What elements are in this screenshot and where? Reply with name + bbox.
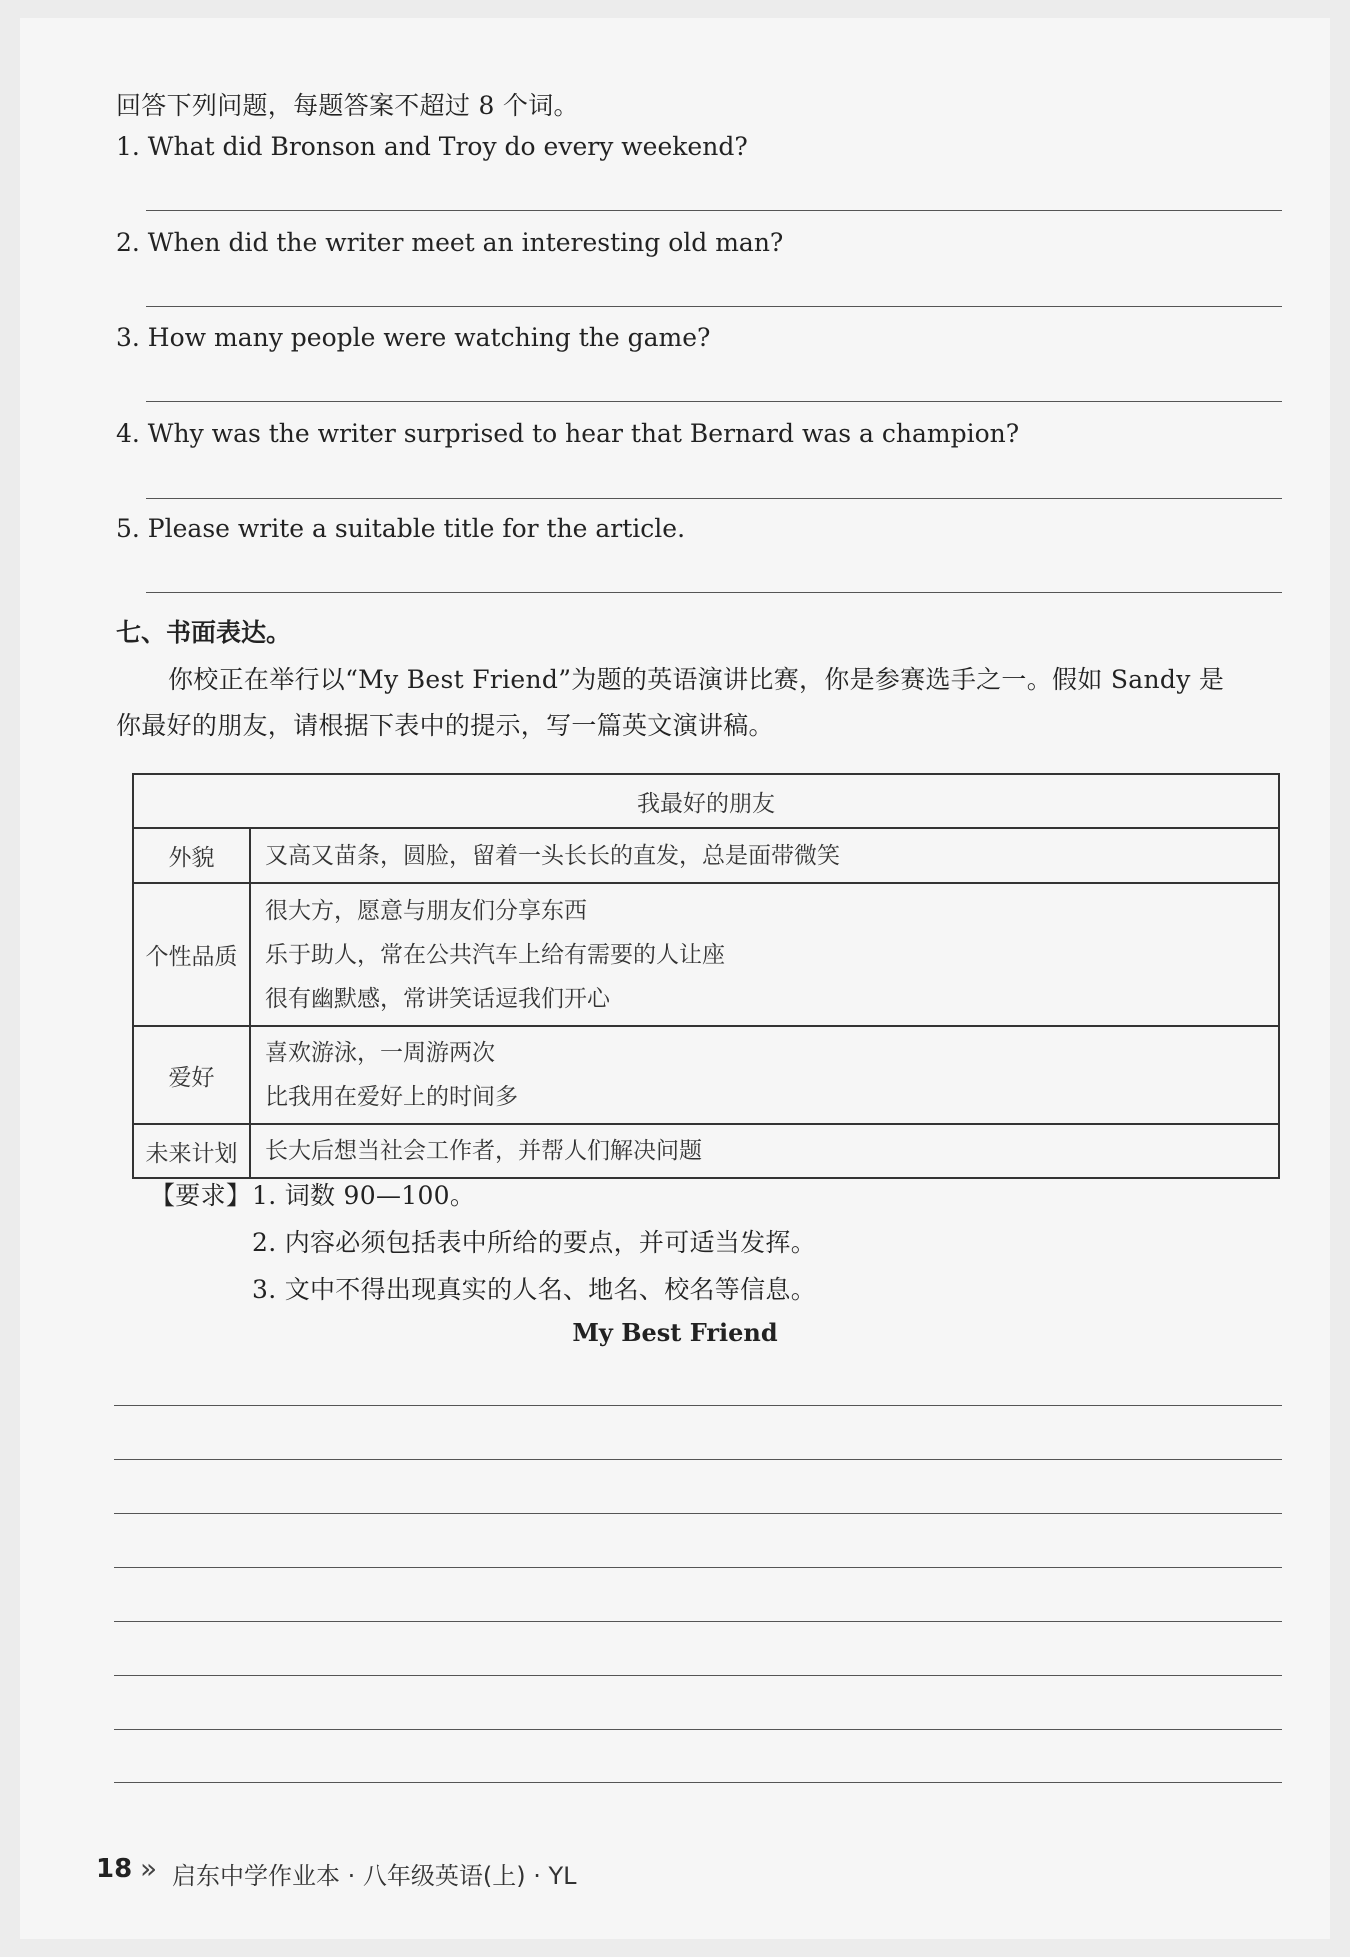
question-2: 2. When did the writer meet an interesting old man? [116, 228, 784, 257]
content-line: 又高又苗条，圆脸，留着一头长长的直发，总是面带微笑 [265, 842, 840, 869]
question-5: 5. Please write a suitable title for the article. [116, 514, 686, 543]
essay-title: My Best Friend [572, 1318, 778, 1347]
writing-line[interactable] [114, 1405, 1282, 1406]
content-line: 长大后想当社会工作者，并帮人们解决问题 [265, 1138, 702, 1164]
answer-line-2[interactable] [146, 306, 1282, 307]
row-label-future-plan: 未来计划 [133, 1124, 250, 1178]
content-line: 喜欢游泳，一周游两次 [265, 1040, 495, 1066]
table-row [133, 883, 1279, 1026]
writing-line[interactable] [114, 1459, 1282, 1460]
question-4: 4. Why was the writer surprised to hear that Bernard was a champion? [116, 419, 1020, 448]
content-line: 乐于助人，常在公共汽车上给有需要的人让座 [265, 941, 725, 968]
content-line: 比我用在爱好上的时间多 [265, 1084, 518, 1110]
answer-line-3[interactable] [146, 401, 1282, 402]
answer-line-4[interactable] [146, 498, 1282, 499]
table-title: 我最好的朋友 [133, 774, 1279, 828]
question-3: 3. How many people were watching the game? [116, 323, 711, 352]
section7-prompt-line1: 你校正在举行以“My Best Friend”为题的英语演讲比赛，你是参赛选手之一。假如 Sandy 是 [168, 665, 1225, 694]
row-content-appearance [250, 828, 1279, 883]
double-chevron-icon: » [140, 1852, 158, 1885]
answer-line-5[interactable] [146, 592, 1282, 593]
requirement-3: 3. 文中不得出现真实的人名、地名、校名等信息。 [252, 1275, 817, 1304]
section7-heading: 七、书面表达。 [116, 618, 292, 647]
table-row [133, 1124, 1279, 1178]
requirement-1: 1. 词数 90—100。 [252, 1181, 476, 1210]
requirement-2: 2. 内容必须包括表中所给的要点，并可适当发挥。 [252, 1228, 817, 1257]
table-row [133, 828, 1279, 883]
row-content-personality [250, 883, 1279, 1026]
writing-line[interactable] [114, 1675, 1282, 1676]
worksheet-page [20, 18, 1330, 1939]
row-label-hobby: 爱好 [133, 1026, 250, 1124]
page-number: 18 [96, 1854, 133, 1884]
table-row [133, 1026, 1279, 1124]
book-title: 启东中学作业本 · 八年级英语(上) · YL [172, 1862, 577, 1890]
section7-prompt-line2: 你最好的朋友，请根据下表中的提示，写一篇英文演讲稿。 [116, 711, 774, 740]
section6-instruction: 回答下列问题，每题答案不超过 8 个词。 [116, 91, 579, 120]
writing-line[interactable] [114, 1621, 1282, 1622]
question-1: 1. What did Bronson and Troy do every weekend? [116, 132, 748, 161]
row-label-personality: 个性品质 [133, 883, 250, 1026]
writing-line[interactable] [114, 1567, 1282, 1568]
writing-line[interactable] [114, 1782, 1282, 1783]
row-content-future-plan [250, 1124, 1279, 1178]
content-line: 很有幽默感，常讲笑话逗我们开心 [265, 985, 610, 1012]
best-friend-table [132, 773, 1280, 1179]
content-line: 很大方，愿意与朋友们分享东西 [265, 897, 587, 924]
row-content-hobby [250, 1026, 1279, 1124]
requirements-label: 【要求】 [150, 1181, 252, 1210]
writing-line[interactable] [114, 1513, 1282, 1514]
row-label-appearance: 外貌 [133, 828, 250, 883]
writing-line[interactable] [114, 1729, 1282, 1730]
answer-line-1[interactable] [146, 210, 1282, 211]
